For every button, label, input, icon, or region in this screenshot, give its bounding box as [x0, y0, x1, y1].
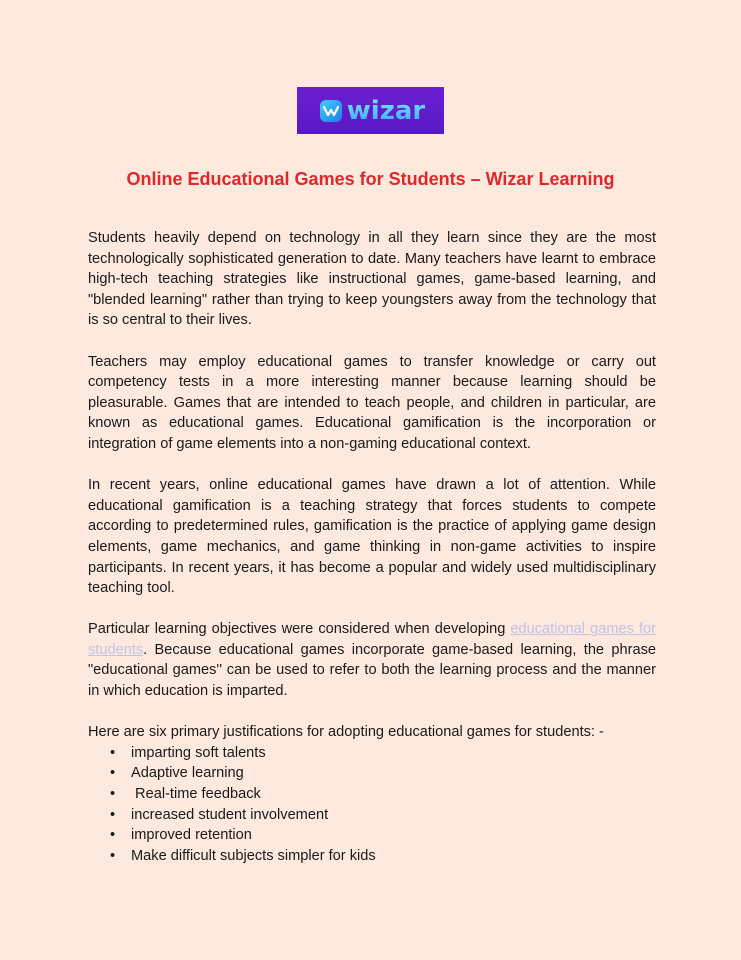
- paragraph-4-before: Particular learning objectives were considered when developing: [88, 621, 511, 638]
- list-item: • Adaptive learning: [88, 763, 656, 784]
- list-intro: Here are six primary justifications for adopting educational games for students: -: [88, 724, 604, 741]
- list-item: • Make difficult subjects simpler for kids: [88, 846, 656, 867]
- paragraph-3: In recent years, online educational games have drawn a lot of attention. While educational gamification is a teaching strategy that forces students to compete according to predetermined rules, gamification is the practice of applying game design elements, game mechanics, and game thinking in non-game activities to inspire participants. In recent years, it has become a popular and widely used multidisciplinary teaching tool.: [88, 477, 656, 597]
- paragraph-2: Teachers may employ educational games to transfer knowledge or carry out competency tests in a more interesting manner because learning should be pleasurable. Games that are intended to teach people, and children in particular, are known as educational games. Educational gamification is the incorporation or integration of game elements into a non-gaming educational context.: [88, 353, 656, 452]
- list-item: • imparting soft talents: [88, 743, 656, 764]
- list-item: • increased student involvement: [88, 805, 656, 826]
- reasons-list: [88, 743, 656, 867]
- educational-games-link[interactable]: educational games for students: [88, 621, 656, 658]
- paragraph-4-after: . Because educational games incorporate game-based learning, the phrase "educational games'' can be used to refer to both the learning process and the manner in which education is imparted.: [88, 641, 656, 700]
- page-title: Online Educational Games for Students – Wizar Learning: [126, 169, 615, 189]
- list-item: • Real-time feedback: [88, 784, 656, 805]
- article-body: [88, 228, 656, 866]
- wizar-mask-icon: [320, 100, 342, 122]
- list-item: • improved retention: [88, 825, 656, 846]
- paragraph-4: [88, 619, 656, 701]
- logo-text: wizar: [346, 95, 426, 126]
- paragraph-1: Students heavily depend on technology in all they learn since they are the most technologically sophisticated generation to date. Many teachers have learnt to embrace high-tech teaching strategies like instructional games, game-based learning, and "blended learning" rather than trying to keep youngsters away from the technology that is so central to their lives.: [88, 230, 656, 329]
- wizar-logo: [297, 87, 444, 134]
